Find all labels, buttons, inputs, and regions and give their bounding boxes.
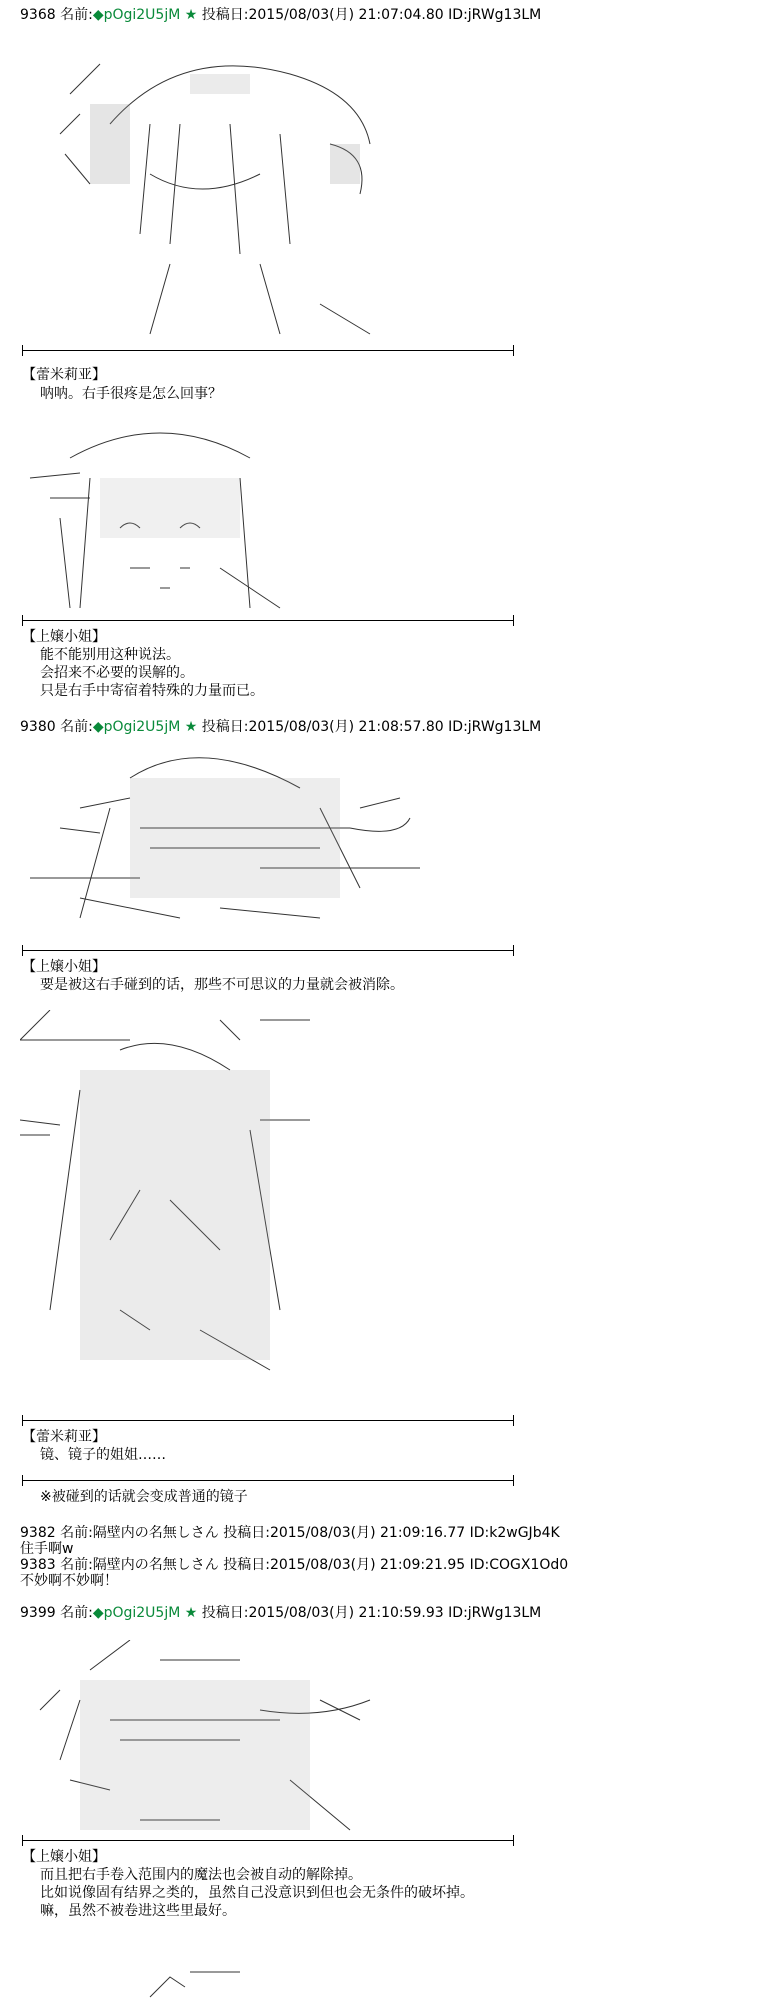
ascii-art-kamijou-1 bbox=[20, 418, 300, 618]
post-number[interactable]: 9380 bbox=[20, 719, 56, 735]
trip-code: ◆pOgi2U5jM bbox=[92, 719, 181, 735]
post-datetime: 2015/08/03(月) 21:08:57.80 bbox=[248, 719, 444, 735]
dialogue-line: 能不能别用这种说法。 bbox=[40, 647, 180, 663]
star-icon: ★ bbox=[184, 7, 198, 23]
ascii-art-partial bbox=[130, 1962, 290, 2000]
speaker-label: 【上嬢小姐】 bbox=[22, 959, 106, 975]
ascii-art-kamijou-2 bbox=[20, 738, 440, 944]
posted-label: 投稿日: bbox=[201, 7, 249, 23]
reply-header: 9382 名前:隔壁内の名無しさん 投稿日:2015/08/03(月) 21:09:16.77 ID:k2wGJb4K bbox=[20, 1525, 560, 1541]
posted-label: 投稿日: bbox=[201, 719, 249, 735]
speaker-label: 【上嬢小姐】 bbox=[22, 1849, 106, 1865]
section-divider bbox=[22, 620, 514, 621]
dialogue-line: 比如说像固有结界之类的，虽然自己没意识到但也会无条件的破坏掉。 bbox=[40, 1885, 474, 1901]
dialogue-line: 嘛，虽然不被卷进这些里最好。 bbox=[40, 1903, 236, 1919]
post-id[interactable]: ID:jRWg13LM bbox=[448, 7, 542, 23]
footnote: ※被碰到的话就会变成普通的镜子 bbox=[40, 1489, 248, 1505]
post-header bbox=[20, 6, 541, 24]
speaker-label: 【蕾米莉亚】 bbox=[22, 1429, 106, 1445]
post-datetime: 2015/08/03(月) 21:10:59.93 bbox=[248, 1605, 444, 1621]
section-divider bbox=[22, 950, 514, 951]
trip-code: ◆pOgi2U5jM bbox=[92, 1605, 181, 1621]
section-divider bbox=[22, 1840, 514, 1841]
section-divider bbox=[22, 1480, 514, 1481]
reply-body: 不妙啊不妙啊！ bbox=[20, 1573, 118, 1589]
post-header bbox=[20, 1604, 541, 1622]
post-number[interactable]: 9399 bbox=[20, 1605, 56, 1621]
post-datetime: 2015/08/03(月) 21:07:04.80 bbox=[248, 7, 444, 23]
name-label: 名前: bbox=[60, 1605, 93, 1621]
speaker-label: 【上嬢小姐】 bbox=[22, 629, 106, 645]
star-icon: ★ bbox=[184, 719, 198, 735]
ascii-art-remilia-1 bbox=[30, 34, 400, 352]
name-label: 名前: bbox=[60, 719, 93, 735]
name-label: 名前: bbox=[60, 7, 93, 23]
reply-body: 住手啊w bbox=[20, 1541, 74, 1557]
post-id[interactable]: ID:jRWg13LM bbox=[448, 719, 542, 735]
post-number[interactable]: 9368 bbox=[20, 7, 56, 23]
section-divider bbox=[22, 350, 514, 351]
dialogue-line: 会招来不必要的误解的。 bbox=[40, 665, 194, 681]
dialogue-line: 而且把右手卷入范围内的魔法也会被自动的解除掉。 bbox=[40, 1867, 362, 1883]
post-header bbox=[20, 718, 541, 736]
dialogue-line: 只是右手中寄宿着特殊的力量而已。 bbox=[40, 683, 264, 699]
dialogue-line: 呐呐。右手很疼是怎么回事？ bbox=[40, 386, 222, 402]
star-icon: ★ bbox=[184, 1605, 198, 1621]
posted-label: 投稿日: bbox=[201, 1605, 249, 1621]
reply-header: 9383 名前:隔壁内の名無しさん 投稿日:2015/08/03(月) 21:09:21.95 ID:COGX1Od0 bbox=[20, 1557, 569, 1573]
dialogue-line: 镜、镜子的姐姐…… bbox=[40, 1447, 166, 1463]
post-id[interactable]: ID:jRWg13LM bbox=[448, 1605, 542, 1621]
ascii-art-kamijou-3 bbox=[20, 1640, 380, 1836]
section-divider bbox=[22, 1420, 514, 1421]
speaker-label: 【蕾米莉亚】 bbox=[22, 367, 106, 383]
dialogue-line: 要是被这右手碰到的话，那些不可思议的力量就会被消除。 bbox=[40, 977, 404, 993]
ascii-art-remilia-mirror bbox=[20, 1010, 320, 1410]
trip-code: ◆pOgi2U5jM bbox=[92, 7, 181, 23]
